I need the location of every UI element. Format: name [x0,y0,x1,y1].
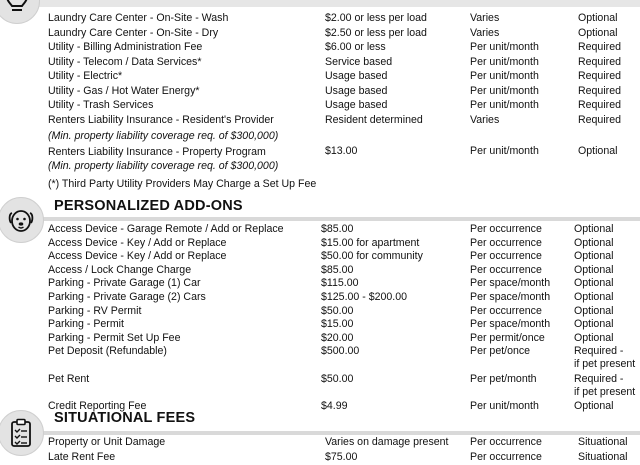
fee-frequency: Per occurrence [470,304,542,317]
fee-amount: $2.50 or less per load [325,26,427,39]
fee-frequency: Per space/month [470,291,551,303]
fee-status: Optional [574,331,614,344]
fee-amount: $115.00 [321,277,359,290]
fee-frequency: Per unit/month [470,400,539,412]
table-row [48,435,640,450]
table-row [48,55,640,70]
fee-name: Access / Lock Change Charge [48,263,192,276]
table-row [48,98,640,113]
fee-name: Access Device - Key / Add or Replace [48,236,227,249]
top-divider [0,0,640,7]
dog-icon [6,205,36,235]
fee-frequency: Per unit/month [470,41,539,53]
table-row [48,11,640,26]
fee-name: Property or Unit Damage [48,436,166,448]
fee-amount: $85.00 [321,223,354,235]
fee-frequency: Varies [470,12,500,24]
fee-status: Optional [574,223,614,235]
fee-status: Required [578,70,621,82]
fee-frequency: Per pet/once [470,345,531,358]
table-row [48,69,640,84]
fee-frequency: Varies [470,113,500,126]
fee-frequency: Per unit/month [470,70,539,82]
fee-status: Optional [578,26,618,39]
insurance-note-1: (Min. property liability coverage req. of $300,000) [48,130,279,142]
fee-status: Optional [574,250,614,263]
table-row [48,450,640,465]
fee-name: Parking - Private Garage (2) Cars [48,291,206,303]
fee-frequency: Per unit/month [470,145,539,157]
fee-status: Optional [574,304,614,317]
fee-name: Utility - Electric* [48,70,123,82]
fee-frequency: Per occurrence [470,450,542,463]
fee-amount: Service based [325,55,393,68]
fee-frequency: Per permit/once [470,331,545,344]
table-row [48,84,640,99]
fee-amount: $50.00 for community [321,250,423,263]
fee-amount: $125.00 - $200.00 [321,291,408,303]
fee-frequency: Per occurrence [470,436,542,448]
fee-name: Renters Liability Insurance - Resident's Provider [48,113,274,126]
fee-status: Optional [574,318,614,331]
fee-status: Required [578,84,621,97]
fee-status: Optional [574,236,614,249]
table-row [48,26,640,41]
fee-name: Renters Liability Insurance - Property Program [48,146,266,158]
fee-amount: Varies on damage present [325,436,449,448]
section-title-personalized: PERSONALIZED ADD-ONS [54,198,243,214]
personalized-divider [0,217,640,221]
fee-status: Optional [574,277,614,290]
fee-status: Optional [574,291,614,303]
fee-frequency: Per unit/month [470,84,539,97]
fee-amount: $4.99 [321,400,348,412]
fee-amount: $15.00 [321,318,354,331]
table-row-insurance-program [48,145,640,160]
table-row [48,372,640,398]
fee-amount: $50.00 [321,372,354,385]
fee-name: Credit Reporting Fee [48,400,147,412]
fee-amount: $15.00 for apartment [321,236,420,249]
insurance-note-2: (Min. property liability coverage req. of $300,000) [48,160,279,172]
fee-name: Parking - RV Permit [48,304,142,317]
table-row [48,344,640,371]
fee-amount: Resident determined [325,113,423,126]
fee-amount: Usage based [325,84,388,97]
fee-name: Pet Deposit (Refundable) [48,345,167,358]
fee-status: Optional [578,145,618,157]
fee-frequency: Per unit/month [470,55,539,68]
fee-frequency: Per occurrence [470,250,542,263]
fee-name: Utility - Telecom / Data Services* [48,55,202,68]
fee-name: Laundry Care Center - On-Site - Dry [48,26,219,39]
fee-status: Required - [574,345,624,358]
utility-footnote: (*) Third Party Utility Providers May Charge a Set Up Fee [48,178,317,190]
fee-name: Access Device - Key / Add or Replace [48,250,227,263]
fee-status-detail: if pet present [574,385,636,398]
clipboard-icon-badge [0,410,44,456]
fee-amount: Usage based [325,99,388,111]
fee-amount: $20.00 [321,331,354,344]
fee-status: Optional [578,12,618,24]
fee-status: Optional [574,263,614,276]
fee-name: Late Rent Fee [48,450,116,463]
fee-name: Parking - Permit Set Up Fee [48,331,181,344]
fee-frequency: Per space/month [470,318,551,331]
dog-icon-badge [0,197,44,243]
fee-name: Utility - Gas / Hot Water Energy* [48,84,200,97]
fee-status: Required [578,55,621,68]
table-row [48,40,640,55]
fee-name: Parking - Permit [48,318,124,331]
fee-frequency: Per space/month [470,277,551,290]
fee-amount: $13.00 [325,145,358,157]
fee-amount: $75.00 [325,450,358,463]
lightbulb-icon [2,0,32,18]
fee-name: Pet Rent [48,372,90,385]
fee-amount: $500.00 [321,345,360,358]
fee-name: Utility - Billing Administration Fee [48,41,203,53]
fee-status: Required [578,41,621,53]
fee-amount: $50.00 [321,304,354,317]
clipboard-icon [7,417,35,449]
fee-status-detail: if pet present [574,358,636,371]
fee-amount: $2.00 or less per load [325,12,427,24]
fee-amount: $6.00 or less [325,41,386,53]
fee-name: Laundry Care Center - On-Site - Wash [48,12,229,24]
fee-frequency: Per unit/month [470,99,539,111]
fee-frequency: Per pet/month [470,372,537,385]
fee-frequency: Per occurrence [470,263,542,276]
fee-status: Required - [574,372,624,385]
fee-frequency: Varies [470,26,500,39]
fee-status: Situational [578,436,628,448]
lightbulb-icon-badge [0,0,40,24]
table-row [48,113,640,128]
fee-frequency: Per occurrence [470,223,542,235]
fee-amount: $85.00 [321,263,354,276]
fee-status: Optional [574,400,614,412]
fee-amount: Usage based [325,70,388,82]
section-title-situational: SITUATIONAL FEES [54,410,196,426]
fee-name: Access Device - Garage Remote / Add or Replace [48,223,284,235]
fee-status: Situational [578,450,628,463]
fee-status: Required [578,99,621,111]
fee-frequency: Per occurrence [470,236,542,249]
fee-status: Required [578,113,621,126]
fee-name: Utility - Trash Services [48,99,154,111]
fee-name: Parking - Private Garage (1) Car [48,277,201,290]
